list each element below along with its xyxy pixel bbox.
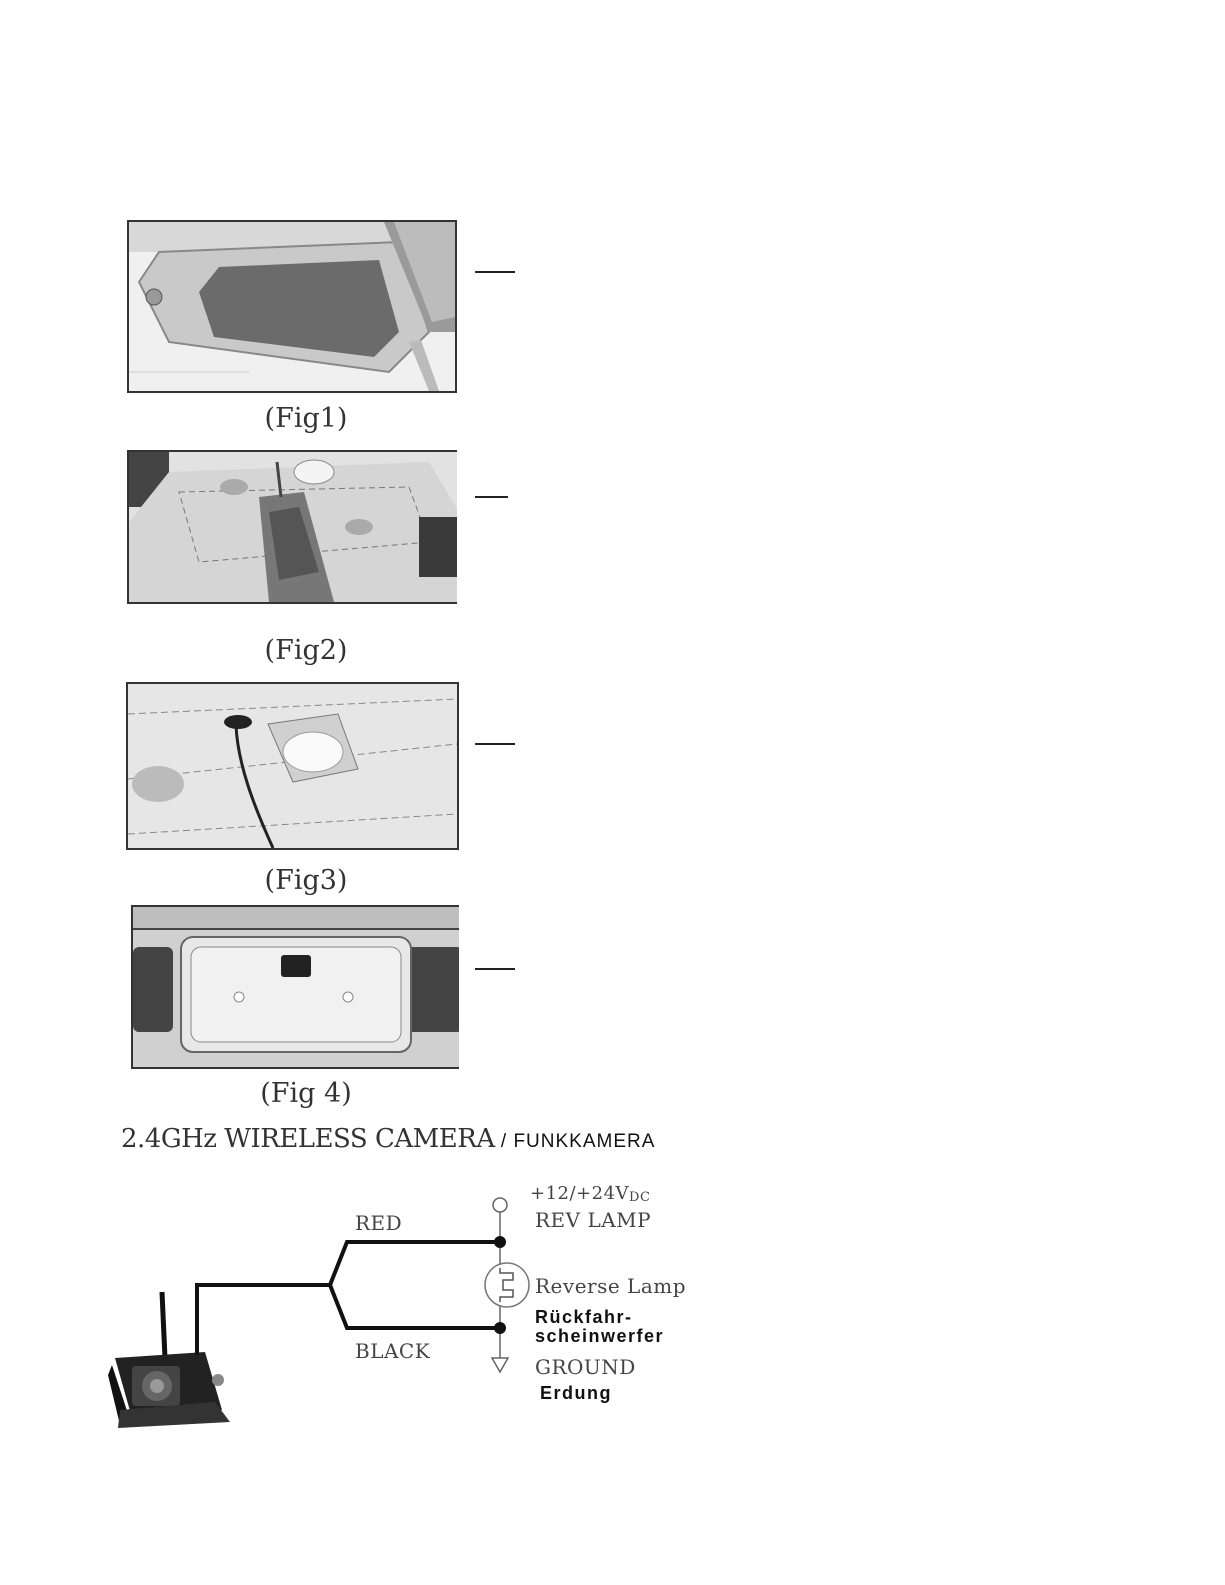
figure-1-caption: (Fig1)	[264, 403, 348, 434]
wiring-title-main: 2.4GHz WIRELESS CAMERA	[121, 1124, 495, 1154]
supply-voltage-label	[530, 1183, 650, 1205]
supply-voltage-value: +12/+24V	[530, 1183, 630, 1204]
reverse-lamp-label: Reverse Lamp	[535, 1274, 687, 1298]
ground-label: GROUND	[535, 1355, 636, 1379]
reverse-lamp-de-line2: scheinwerfer	[535, 1326, 665, 1346]
supply-voltage-unit: DC	[629, 1190, 651, 1205]
figure-3-caption: (Fig3)	[264, 865, 348, 896]
camera-icon	[108, 1292, 230, 1428]
reverse-lamp-de-line1: Rückfahr-	[535, 1307, 633, 1327]
figure-4-caption: (Fig 4)	[260, 1078, 352, 1109]
wiring-title-sep: /	[494, 1131, 514, 1152]
figure-2-caption: (Fig2)	[264, 635, 348, 666]
rev-lamp-label: REV LAMP	[535, 1208, 652, 1232]
reverse-lamp-symbol	[485, 1263, 529, 1307]
figure-3-image	[126, 682, 459, 850]
step-2-marker-line	[475, 496, 508, 498]
wiring-title-de: FUNKKAMERA	[513, 1131, 656, 1152]
ground-symbol	[492, 1358, 508, 1372]
figure-2-image	[127, 450, 457, 604]
black-wire-label: BLACK	[355, 1339, 431, 1363]
figure-4-image	[131, 905, 459, 1069]
step-3-marker-line	[475, 743, 515, 745]
figure-1-image	[127, 220, 457, 393]
ground-de-label: Erdung	[540, 1383, 612, 1403]
step-1-marker-line	[475, 271, 515, 273]
wiring-diagram-title	[121, 1124, 655, 1154]
red-wire-label: RED	[355, 1211, 403, 1235]
step-4-marker-line	[475, 968, 515, 970]
